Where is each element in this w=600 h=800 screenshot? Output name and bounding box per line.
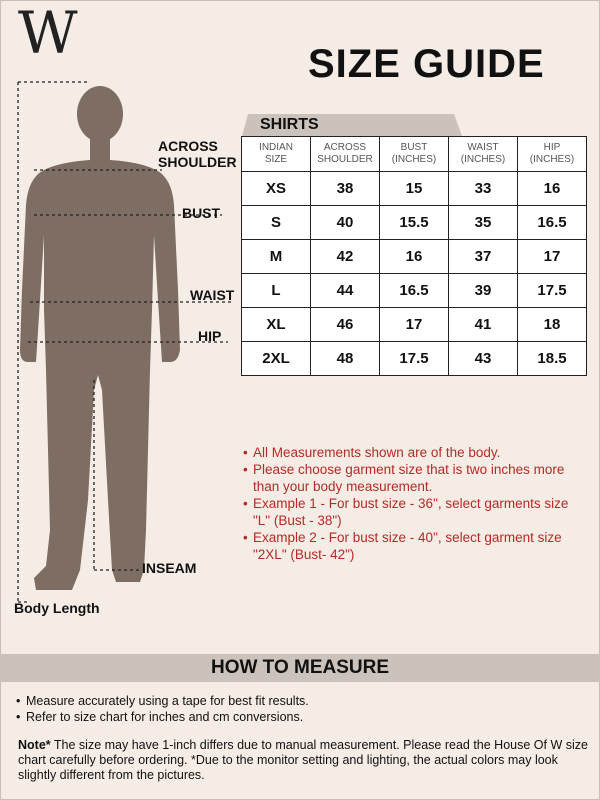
cell-waist: 43 bbox=[449, 342, 518, 376]
cell-size: L bbox=[242, 274, 311, 308]
disclaimer-note bbox=[18, 738, 588, 783]
cell-size: XS bbox=[242, 172, 311, 206]
page-title: SIZE GUIDE bbox=[308, 42, 545, 86]
note-item: • Example 1 - For bust size - 36", select garments size "L" (Bust - 38") bbox=[243, 495, 583, 529]
table-row bbox=[242, 274, 587, 308]
label-bust: BUST bbox=[182, 205, 221, 221]
table-row bbox=[242, 172, 587, 206]
label-across-shoulder: ACROSS SHOULDER bbox=[158, 138, 237, 170]
cell-waist: 33 bbox=[449, 172, 518, 206]
measurement-notes bbox=[243, 444, 583, 563]
note-text: The size may have 1-inch differs due to manual measurement. Please read the House Of W size chart carefully before ordering. *Due to the monitor setting and lighting, the actual colors may look slightly different from the pictures. bbox=[18, 738, 588, 782]
cell-shoulder: 48 bbox=[311, 342, 380, 376]
note-item: • Please choose garment size that is two inches more than your body measurement. bbox=[243, 461, 583, 495]
header-waist: WAIST (INCHES) bbox=[449, 137, 518, 172]
note-label: Note* bbox=[18, 738, 51, 752]
cell-hip: 17.5 bbox=[518, 274, 587, 308]
tip-item: • Refer to size chart for inches and cm conversions. bbox=[16, 709, 309, 725]
header-indian-size: INDIAN SIZE bbox=[242, 137, 311, 172]
cell-shoulder: 40 bbox=[311, 206, 380, 240]
cell-shoulder: 46 bbox=[311, 308, 380, 342]
label-waist: WAIST bbox=[190, 287, 235, 303]
cell-hip: 18 bbox=[518, 308, 587, 342]
cell-waist: 37 bbox=[449, 240, 518, 274]
table-row bbox=[242, 206, 587, 240]
table-header-row bbox=[242, 137, 587, 172]
table-row bbox=[242, 240, 587, 274]
measure-tips bbox=[16, 693, 309, 725]
cell-bust: 15 bbox=[380, 172, 449, 206]
brand-logo: W bbox=[18, 0, 78, 67]
note-item: • Example 2 - For bust size - 40", select garment size "2XL" (Bust- 42") bbox=[243, 529, 583, 563]
cell-hip: 18.5 bbox=[518, 342, 587, 376]
header-across-shoulder: ACROSS SHOULDER bbox=[311, 137, 380, 172]
note-item: • All Measurements shown are of the body. bbox=[243, 444, 583, 461]
cell-waist: 41 bbox=[449, 308, 518, 342]
header-bust: BUST (INCHES) bbox=[380, 137, 449, 172]
cell-bust: 17 bbox=[380, 308, 449, 342]
category-label: SHIRTS bbox=[260, 116, 319, 133]
body-silhouette bbox=[20, 86, 180, 590]
cell-waist: 35 bbox=[449, 206, 518, 240]
header-hip: HIP (INCHES) bbox=[518, 137, 587, 172]
cell-hip: 17 bbox=[518, 240, 587, 274]
how-to-measure-bar bbox=[0, 654, 600, 682]
cell-shoulder: 42 bbox=[311, 240, 380, 274]
cell-shoulder: 44 bbox=[311, 274, 380, 308]
cell-shoulder: 38 bbox=[311, 172, 380, 206]
label-hip: HIP bbox=[198, 328, 222, 344]
cell-bust: 16 bbox=[380, 240, 449, 274]
cell-bust: 16.5 bbox=[380, 274, 449, 308]
cell-size: XL bbox=[242, 308, 311, 342]
table-row bbox=[242, 308, 587, 342]
category-tab-shirts bbox=[242, 114, 450, 136]
cell-size: 2XL bbox=[242, 342, 311, 376]
size-chart-table bbox=[241, 136, 587, 376]
cell-hip: 16 bbox=[518, 172, 587, 206]
cell-bust: 15.5 bbox=[380, 206, 449, 240]
cell-bust: 17.5 bbox=[380, 342, 449, 376]
label-inseam: INSEAM bbox=[142, 560, 197, 576]
tip-item: • Measure accurately using a tape for best fit results. bbox=[16, 693, 309, 709]
how-to-measure-heading: HOW TO MEASURE bbox=[210, 657, 390, 678]
label-body-length: Body Length bbox=[14, 600, 100, 616]
cell-size: S bbox=[242, 206, 311, 240]
cell-waist: 39 bbox=[449, 274, 518, 308]
cell-size: M bbox=[242, 240, 311, 274]
cell-hip: 16.5 bbox=[518, 206, 587, 240]
table-row bbox=[242, 342, 587, 376]
